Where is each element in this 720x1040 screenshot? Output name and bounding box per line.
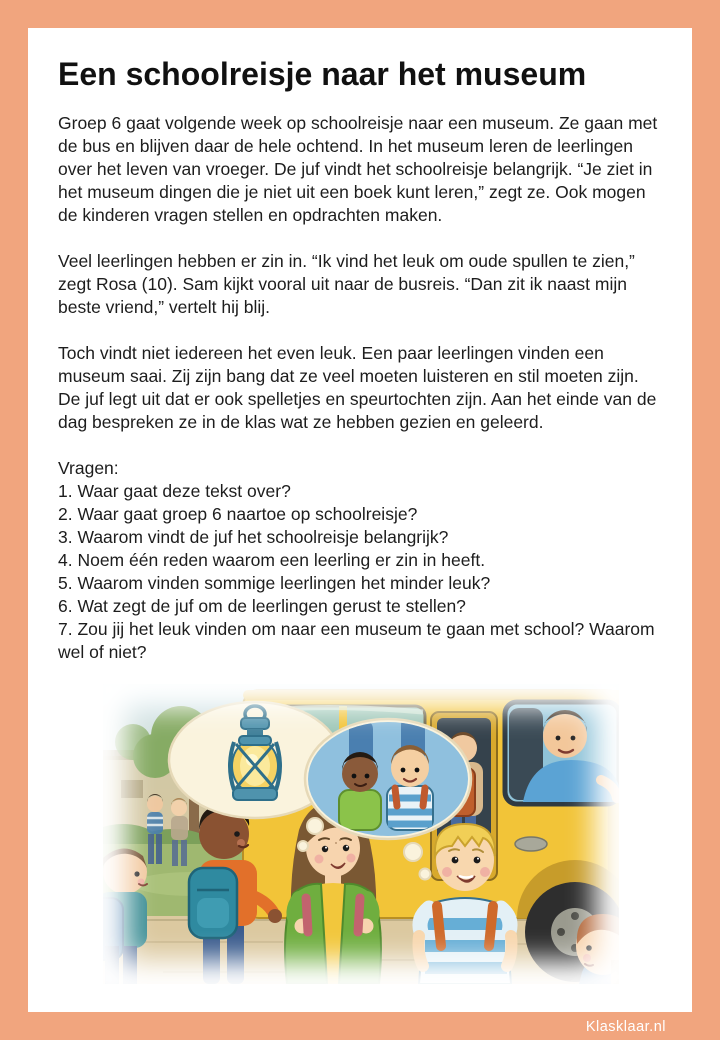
driver-window [505,702,619,804]
question-item: 6. Wat zegt de juf om de leerlingen gerust te stellen? [58,596,466,616]
site-watermark: Klasklaar.nl [585,1019,666,1035]
article-paragraph: Toch vindt niet iedereen het even leuk. Een paar leerlingen vinden een museum saai. Zij zijn bang dat ze veel moeten luisteren en stil moeten zijn. De juf legt uit dat er ook spelletjes en speurtochten zijn. Aan het einde van de dag bespreken ze in de klas wat ze hebben gezien en geleerd. [58,343,657,432]
worksheet-paper [28,28,692,1012]
article-paragraph: Groep 6 gaat volgende week op schoolreisje naar een museum. Ze gaan met de bus en blijven daar de hele ochtend. In het museum leren de leerlingen over het leven van vroeger. De juf vindt het schoolreisje belangrijk. “Je ziet in het museum dingen die je niet uit een boek kunt leren,” zegt ze. Ook mogen de kinderen vragen stellen en opdrachten maken. [58,113,658,225]
page-title: Een schoolreisje naar het museum [58,56,587,92]
question-item: 7. Zou jij het leuk vinden om naar een museum te gaan met school? Waarom wel of niet? [58,619,655,662]
school-trip-illustration [103,684,619,984]
bottom-right-kid [576,914,619,984]
question-item: 5. Waarom vinden sommige leerlingen het minder leuk? [58,573,491,593]
questions-list [58,457,664,664]
question-item: 2. Waar gaat groep 6 naartoe op schoolreisje? [58,504,418,524]
illustration-canvas [103,684,619,984]
article-paragraph: Veel leerlingen hebben er zin in. “Ik vind het leuk om oude spullen te zien,” zegt Rosa (10). Sam kijkt vooral uit naar de busreis. “Dan zit ik naast mijn beste vriend,” vertelt hij blij. [58,251,635,317]
question-item: 1. Waar gaat deze tekst over? [58,481,291,501]
question-item: 4. Noem één reden waarom een leerling er zin in heeft. [58,550,486,570]
article-body [58,112,664,434]
bus-handle [515,837,547,851]
questions-heading: Vragen: [58,458,119,478]
bubble-friend-left [339,752,381,830]
question-item: 3. Waarom vindt de juf het schoolreisje belangrijk? [58,527,449,547]
